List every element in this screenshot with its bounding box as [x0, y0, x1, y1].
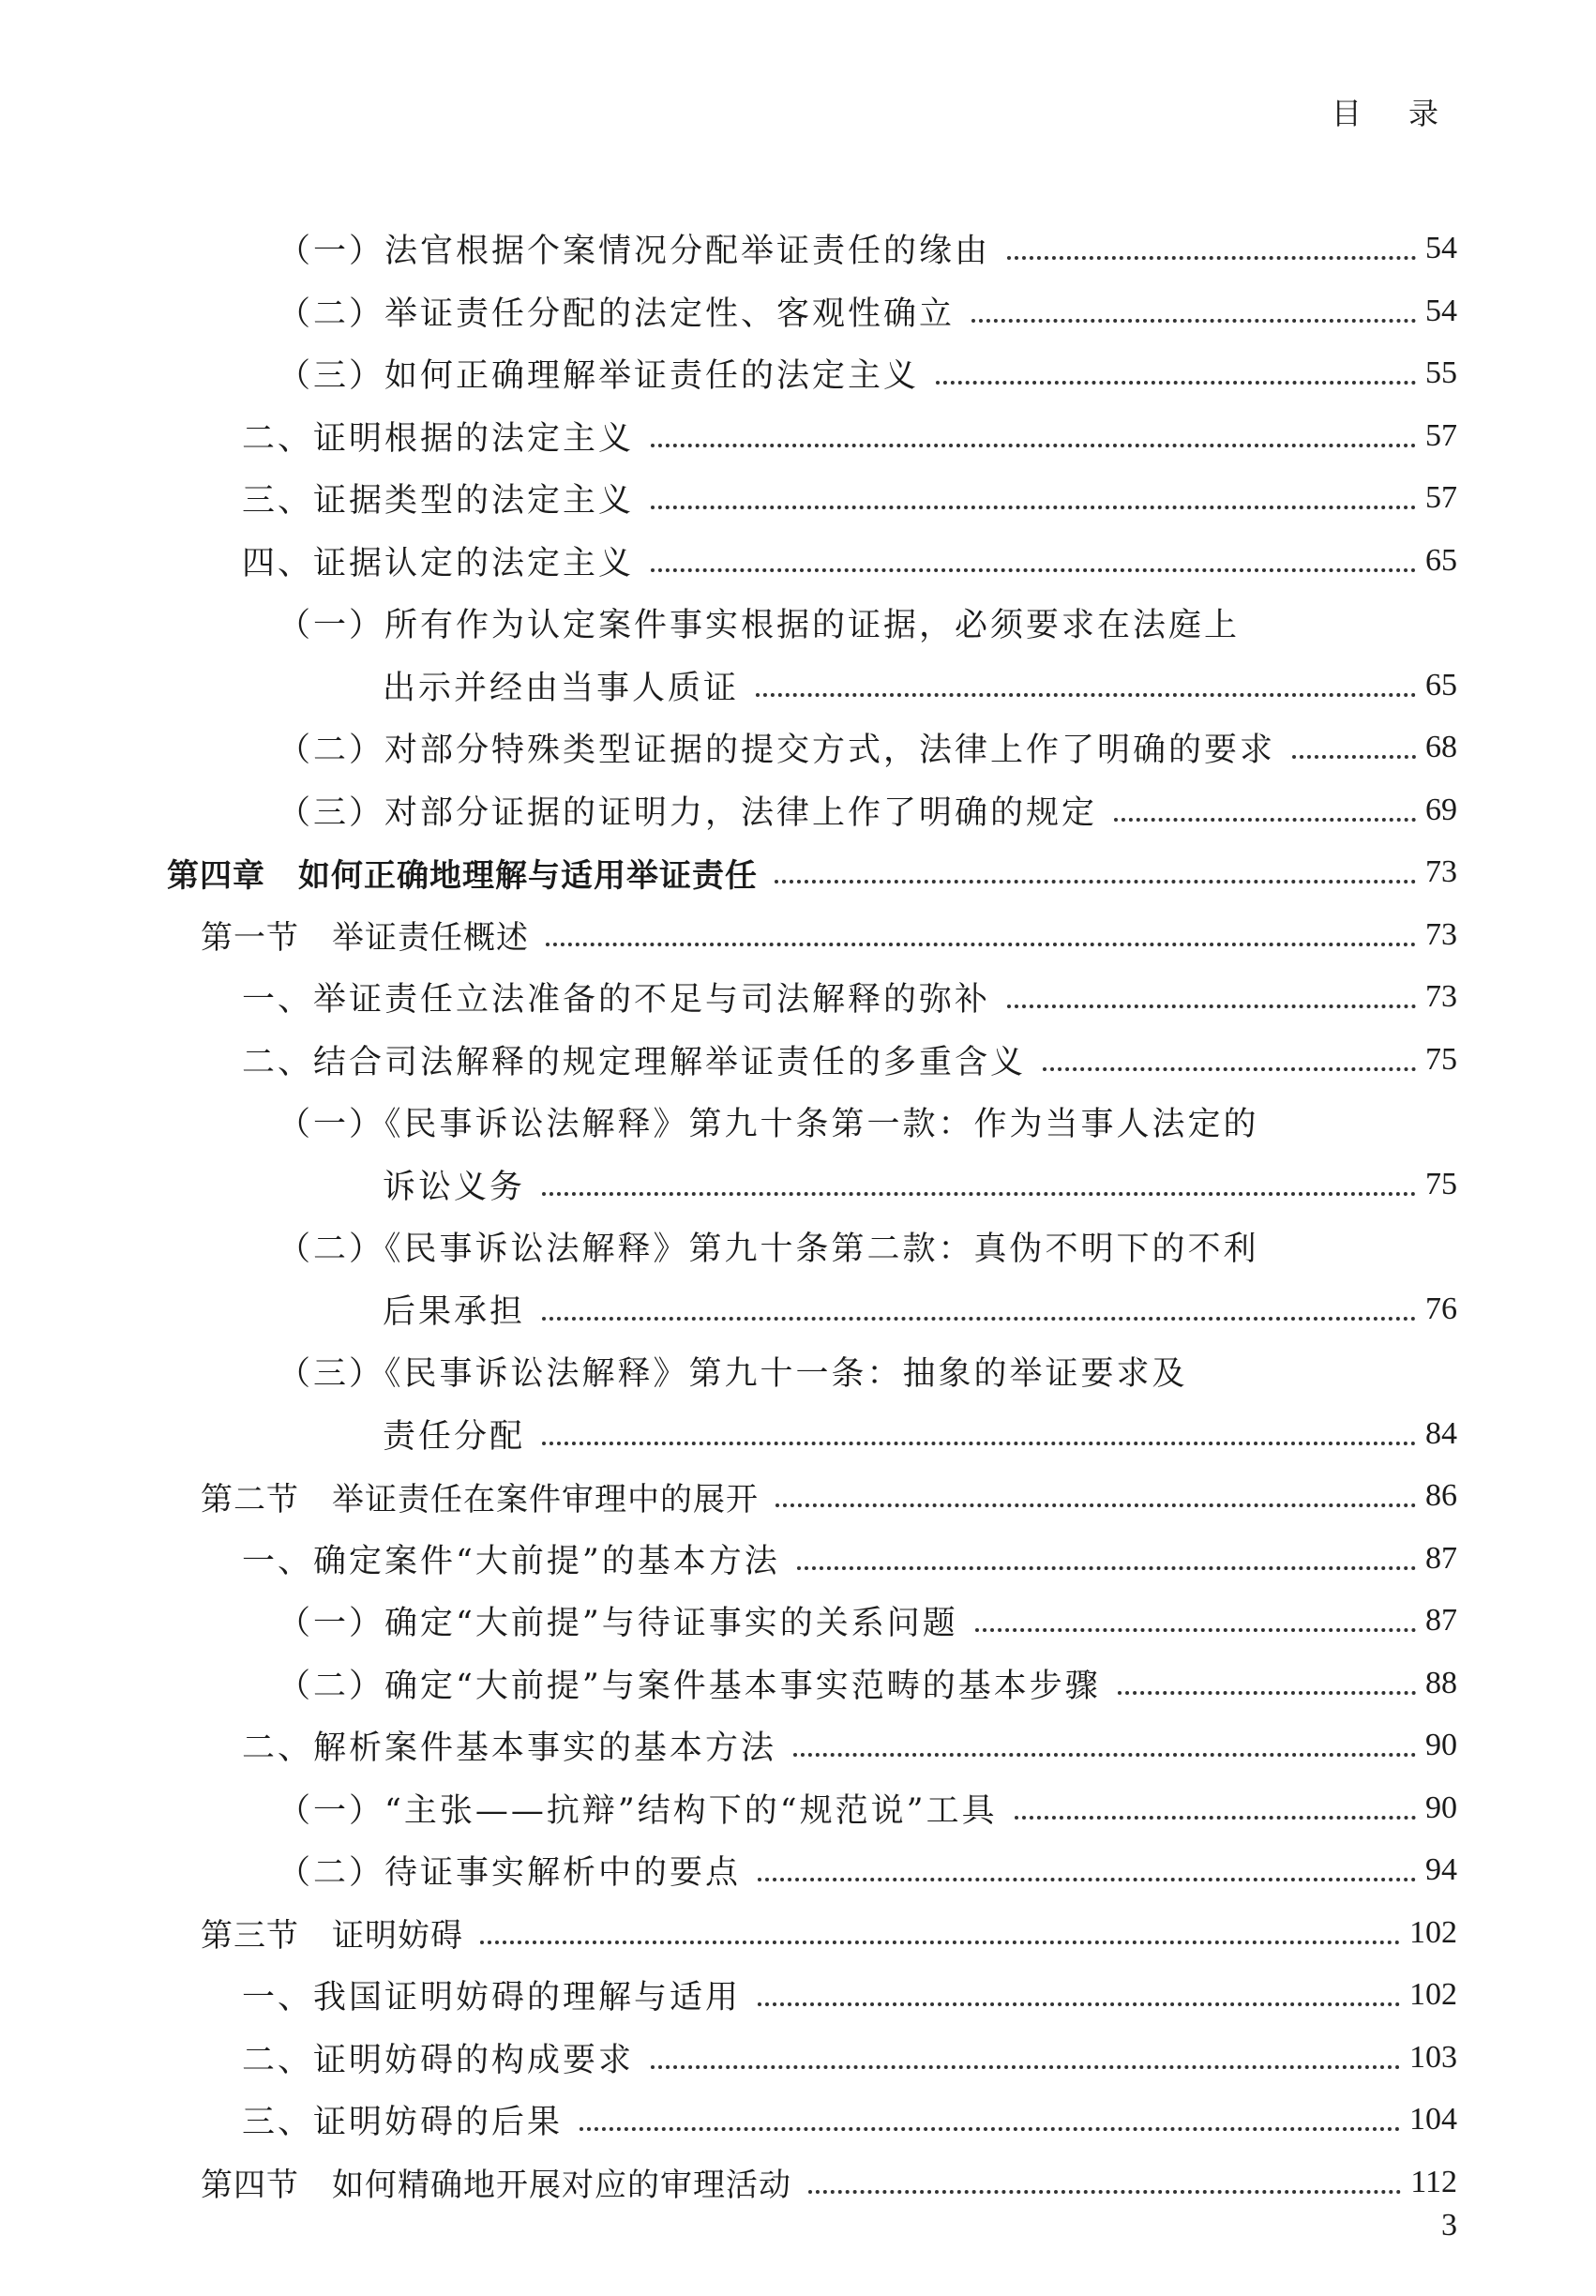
toc-entry-sub [0, 592, 1596, 717]
toc-title: 一、举证责任立法准备的不足与司法解释的弥补 [242, 981, 991, 1020]
toc-line [0, 1653, 1596, 1715]
toc-page-number: 112 [1410, 2164, 1457, 2199]
toc-page-number: 54 [1425, 293, 1457, 328]
dot-leader [1114, 818, 1416, 822]
toc-page-number: 73 [1425, 854, 1457, 890]
toc-line [0, 1091, 1596, 1154]
table-of-contents [0, 218, 1596, 2213]
dot-leader [808, 2190, 1401, 2194]
toc-title: 四、证据认定的法定主义 [242, 544, 635, 582]
dot-leader [542, 1442, 1416, 1445]
toc-line [0, 405, 1596, 468]
toc-title: 一、确定案件“大前提”的基本方法 [242, 1542, 780, 1580]
toc-page-number: 55 [1425, 355, 1457, 391]
toc-page-number: 104 [1409, 2102, 1457, 2137]
toc-line [0, 342, 1596, 405]
toc-title: 第二节 举证责任在案件审理中的展开 [201, 1480, 759, 1518]
toc-title: 诉讼义务 [383, 1168, 526, 1206]
toc-title: 二、结合司法解释的规定理解举证责任的多重含义 [242, 1043, 1027, 1081]
dot-leader [775, 1503, 1416, 1507]
toc-entry-item [0, 1029, 1596, 1092]
toc-title: 第三节 证明妨碍 [201, 1917, 463, 1956]
toc-title: （二）举证责任分配的法定性、客观性确立 [278, 295, 956, 333]
toc-title: 出示并经由当事人质证 [383, 669, 740, 707]
page-number: 3 [1441, 2208, 1457, 2243]
dot-leader [651, 444, 1416, 447]
toc-line [0, 1278, 1596, 1341]
toc-entry-sub [0, 779, 1596, 842]
toc-entry-sub [0, 1590, 1596, 1653]
dot-leader [758, 1878, 1416, 1881]
dot-leader [480, 1941, 1400, 1944]
toc-page-number: 54 [1425, 231, 1457, 266]
toc-page-number: 102 [1409, 1977, 1457, 2013]
toc-entry-sub [0, 1091, 1596, 1216]
toc-title: 第四章 如何正确地理解与适用举证责任 [167, 856, 758, 895]
toc-line [0, 1029, 1596, 1092]
dot-leader [975, 1628, 1416, 1632]
toc-title: （一）所有作为认定案件事实根据的证据，必须要求在法庭上 [278, 607, 1241, 645]
toc-entry-sub [0, 1777, 1596, 1840]
toc-entry-sub [0, 1216, 1596, 1340]
toc-entry-item [0, 1528, 1596, 1591]
toc-entry-item [0, 467, 1596, 530]
toc-title: 后果承担 [383, 1292, 526, 1331]
toc-page-number: 73 [1425, 979, 1457, 1015]
toc-page-number: 102 [1409, 1914, 1457, 1950]
toc-page-number: 87 [1425, 1603, 1457, 1639]
toc-line [0, 1902, 1596, 1965]
dot-leader [971, 319, 1416, 323]
toc-title: （一）“主张——抗辩”结构下的“规范说”工具 [278, 1791, 998, 1830]
dot-leader [1043, 1067, 1416, 1071]
dot-leader [756, 693, 1416, 697]
toc-line [0, 467, 1596, 530]
toc-line [0, 1216, 1596, 1278]
toc-entry-section [0, 2152, 1596, 2214]
toc-entry-item [0, 1964, 1596, 2027]
toc-entry-section [0, 1465, 1596, 1528]
toc-entry-sub [0, 717, 1596, 779]
toc-page-number: 57 [1425, 480, 1457, 516]
toc-line [0, 1403, 1596, 1466]
toc-line [0, 1340, 1596, 1403]
toc-page-number: 76 [1425, 1291, 1457, 1326]
toc-line [0, 717, 1596, 779]
toc-title: 三、证明妨碍的后果 [242, 2104, 564, 2142]
dot-leader [580, 2127, 1400, 2131]
toc-line [0, 779, 1596, 842]
toc-title: 第一节 举证责任概述 [201, 919, 529, 958]
toc-title: （三）《民事诉讼法解释》第九十一条：抽象的举证要求及 [278, 1355, 1188, 1394]
running-header: 目 录 [1331, 96, 1457, 131]
toc-line [0, 592, 1596, 655]
toc-entry-sub [0, 280, 1596, 343]
toc-line [0, 1964, 1596, 2027]
dot-leader [1118, 1691, 1416, 1695]
toc-line [0, 2027, 1596, 2090]
toc-entry-section [0, 1902, 1596, 1965]
toc-title: （三）对部分证据的证明力，法律上作了明确的规定 [278, 793, 1098, 832]
toc-page-number: 86 [1425, 1478, 1457, 1514]
toc-entry-item [0, 2089, 1596, 2152]
toc-line [0, 2089, 1596, 2152]
dot-leader [1015, 1816, 1416, 1820]
toc-entry-chapter [0, 841, 1596, 904]
toc-line [0, 655, 1596, 718]
toc-page-number: 84 [1425, 1415, 1457, 1451]
toc-title: 一、我国证明妨碍的理解与适用 [242, 1979, 742, 2017]
toc-entry-sub [0, 342, 1596, 405]
dot-leader [936, 381, 1416, 385]
dot-leader [651, 2065, 1400, 2069]
toc-page-number: 88 [1425, 1665, 1457, 1700]
toc-line [0, 1154, 1596, 1216]
toc-page-number: 90 [1425, 1728, 1457, 1763]
dot-leader [651, 568, 1416, 572]
toc-title: 三、证据类型的法定主义 [242, 482, 635, 521]
toc-entry-item [0, 1714, 1596, 1777]
toc-line [0, 1465, 1596, 1528]
toc-title: 二、证明根据的法定主义 [242, 419, 635, 458]
toc-title: （一）确定“大前提”与待证事实的关系问题 [278, 1605, 958, 1643]
toc-page-number: 73 [1425, 916, 1457, 952]
toc-page-number: 94 [1425, 1852, 1457, 1888]
dot-leader [1007, 256, 1416, 260]
toc-line [0, 1777, 1596, 1840]
dot-leader [1007, 1004, 1416, 1008]
toc-line [0, 530, 1596, 593]
dot-leader [546, 943, 1416, 946]
toc-title: （一）《民事诉讼法解释》第九十条第一款：作为当事人法定的 [278, 1106, 1259, 1144]
toc-line [0, 904, 1596, 967]
toc-title: 二、解析案件基本事实的基本方法 [242, 1730, 777, 1768]
toc-title: （二）确定“大前提”与案件基本事实范畴的基本步骤 [278, 1667, 1101, 1705]
dot-leader [1292, 755, 1416, 759]
toc-page-number: 75 [1425, 1041, 1457, 1077]
toc-entry-item [0, 2027, 1596, 2090]
toc-title: （三）如何正确理解举证责任的法定主义 [278, 357, 920, 396]
toc-line [0, 1528, 1596, 1591]
toc-entry-sub [0, 1653, 1596, 1715]
dot-leader [542, 1192, 1416, 1196]
toc-entry-item [0, 530, 1596, 593]
toc-page-number: 87 [1425, 1540, 1457, 1576]
toc-entry-item [0, 405, 1596, 468]
toc-entry-sub [0, 1340, 1596, 1465]
dot-leader [775, 880, 1416, 884]
toc-title: （二）《民事诉讼法解释》第九十条第二款：真伪不明下的不利 [278, 1231, 1259, 1269]
toc-line [0, 2152, 1596, 2214]
toc-entry-sub [0, 218, 1596, 280]
toc-title: （二）对部分特殊类型证据的提交方式，法律上作了明确的要求 [278, 732, 1276, 770]
dot-leader [797, 1566, 1416, 1570]
toc-page-number: 75 [1425, 1166, 1457, 1201]
toc-page-number: 68 [1425, 730, 1457, 765]
toc-title: 二、证明妨碍的构成要求 [242, 2041, 635, 2079]
toc-entry-section [0, 904, 1596, 967]
toc-line [0, 841, 1596, 904]
toc-title: （一）法官根据个案情况分配举证责任的缘由 [278, 233, 991, 271]
toc-page-number: 65 [1425, 542, 1457, 578]
toc-page-number: 69 [1425, 792, 1457, 827]
toc-entry-sub [0, 1839, 1596, 1902]
toc-line [0, 1590, 1596, 1653]
dot-leader [651, 506, 1416, 509]
toc-title: （二）待证事实解析中的要点 [278, 1854, 742, 1893]
toc-line [0, 218, 1596, 280]
toc-line [0, 280, 1596, 343]
toc-title: 第四节 如何精确地开展对应的审理活动 [201, 2167, 791, 2205]
toc-page-number: 57 [1425, 417, 1457, 453]
toc-line [0, 1714, 1596, 1777]
toc-page-number: 90 [1425, 1790, 1457, 1825]
toc-line [0, 1839, 1596, 1902]
dot-leader [758, 2002, 1400, 2006]
toc-page-number: 103 [1409, 2039, 1457, 2075]
toc-title: 责任分配 [383, 1417, 526, 1456]
dot-leader [542, 1317, 1416, 1321]
dot-leader [793, 1753, 1416, 1757]
toc-entry-item [0, 966, 1596, 1029]
toc-line [0, 966, 1596, 1029]
toc-page-number: 65 [1425, 667, 1457, 702]
